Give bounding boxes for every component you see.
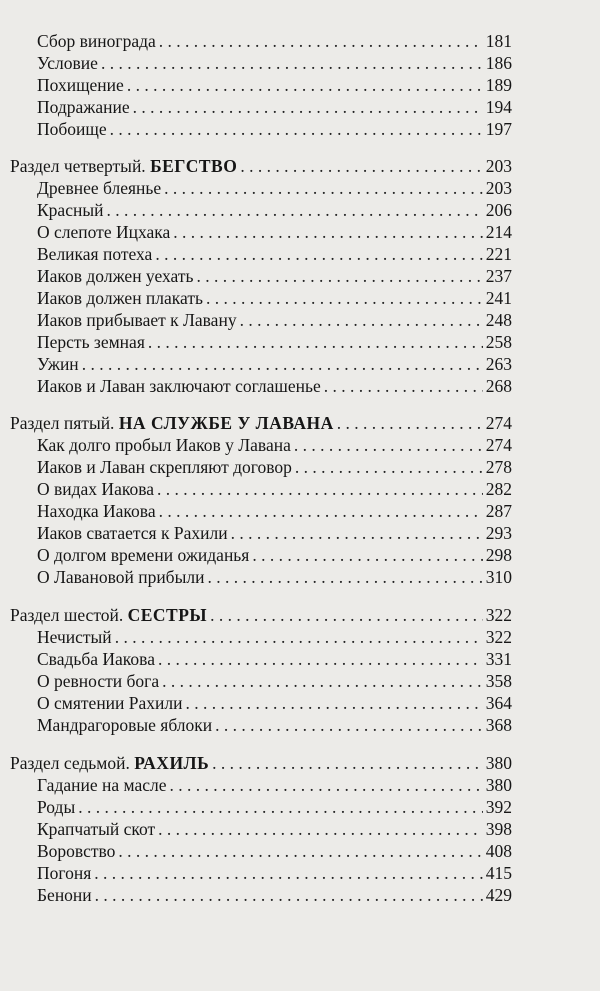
- toc-entry[interactable]: [37, 309, 512, 331]
- toc-entry-page: 214: [485, 222, 512, 242]
- toc-entry-title: О долгом времени ожиданья: [37, 545, 250, 565]
- section-prefix: Раздел пятый.: [10, 413, 115, 433]
- leader-dots: [155, 243, 482, 265]
- toc-entry-page: 310: [485, 567, 512, 587]
- toc-entry-title: Великая потеха: [37, 244, 153, 264]
- toc-entry-title: О смятении Рахили: [37, 693, 183, 713]
- leader-dots: [133, 96, 483, 118]
- toc-entry-page: 415: [485, 863, 512, 883]
- toc-entry-page: 186: [485, 53, 512, 73]
- toc-entry-title: Бенони: [37, 885, 92, 905]
- toc-entry[interactable]: [37, 243, 512, 265]
- leader-dots: [162, 670, 483, 692]
- toc-entry[interactable]: [37, 456, 512, 478]
- toc-entry-title: Иаков и Лаван заключают соглашенье: [37, 376, 321, 396]
- leader-dots: [164, 177, 483, 199]
- toc-entry[interactable]: [37, 648, 512, 670]
- leader-dots: [231, 522, 483, 544]
- toc-entry[interactable]: [37, 544, 512, 566]
- leader-dots: [240, 309, 483, 331]
- toc-entry[interactable]: [37, 353, 512, 375]
- leader-dots: [78, 796, 483, 818]
- toc-entry[interactable]: [37, 287, 512, 309]
- toc-entry[interactable]: [37, 714, 512, 736]
- leader-dots: [337, 412, 483, 434]
- section-heading[interactable]: [10, 604, 512, 626]
- leader-dots: [240, 155, 482, 177]
- toc-entry-page: 206: [485, 200, 512, 220]
- toc-entry-page: 392: [485, 797, 512, 817]
- toc-entry[interactable]: [37, 265, 512, 287]
- toc-entry-page: 398: [485, 819, 512, 839]
- leader-dots: [106, 199, 482, 221]
- toc-entry-page: 293: [485, 523, 512, 543]
- toc-entry[interactable]: [37, 500, 512, 522]
- toc-entry-title: Гадание на масле: [37, 775, 167, 795]
- section-page: 203: [485, 156, 512, 176]
- leader-dots: [101, 52, 483, 74]
- toc-entry[interactable]: [37, 74, 512, 96]
- toc-entry-page: 194: [485, 97, 512, 117]
- section-prefix: Раздел четвертый.: [10, 156, 146, 176]
- toc-entry-page: 181: [485, 31, 512, 51]
- toc-entry-title: О слепоте Ицхака: [37, 222, 171, 242]
- toc-entry-title: Иаков должен плакать: [37, 288, 203, 308]
- toc-entry-title: Иаков сватается к Рахили: [37, 523, 228, 543]
- toc-entry-page: 278: [485, 457, 512, 477]
- toc-entry-title: Нечистый: [37, 627, 112, 647]
- toc-entry-title: Как долго пробыл Иаков у Лавана: [37, 435, 291, 455]
- toc-entry[interactable]: [37, 626, 512, 648]
- section-page: 380: [485, 753, 512, 773]
- leader-dots: [212, 752, 483, 774]
- section-page: 274: [485, 413, 512, 433]
- toc-entry-page: 358: [485, 671, 512, 691]
- toc-entry[interactable]: [37, 566, 512, 588]
- toc-entry[interactable]: [37, 862, 512, 884]
- toc-entry[interactable]: [37, 478, 512, 500]
- toc-entry-page: 221: [485, 244, 512, 264]
- section-name: БЕГСТВО: [150, 156, 238, 176]
- toc-entry-title: О Лавановой прибыли: [37, 567, 205, 587]
- toc-entry-page: 263: [485, 354, 512, 374]
- toc-entry-title: О ревности бога: [37, 671, 160, 691]
- toc-entry-title: Иаков и Лаван скрепляют договор: [37, 457, 292, 477]
- leader-dots: [159, 500, 483, 522]
- toc-entry[interactable]: [37, 840, 512, 862]
- leader-dots: [295, 456, 483, 478]
- leader-dots: [186, 692, 483, 714]
- leader-dots: [324, 375, 483, 397]
- section-name: РАХИЛЬ: [134, 753, 210, 773]
- toc-entry[interactable]: [37, 522, 512, 544]
- toc-entry-page: 203: [485, 178, 512, 198]
- toc-entry-title: Подражание: [37, 97, 130, 117]
- leader-dots: [210, 604, 483, 626]
- leader-dots: [158, 648, 483, 670]
- leader-dots: [110, 118, 483, 140]
- leader-dots: [206, 287, 483, 309]
- toc-entry-page: 368: [485, 715, 512, 735]
- toc-entry[interactable]: [37, 199, 512, 221]
- toc-entry-page: 380: [485, 775, 512, 795]
- toc-entry[interactable]: [37, 818, 512, 840]
- leader-dots: [158, 818, 483, 840]
- toc-entry[interactable]: [37, 52, 512, 74]
- toc-entry[interactable]: [37, 375, 512, 397]
- toc-entry-page: 258: [485, 332, 512, 352]
- toc-entry-title: Ужин: [37, 354, 79, 374]
- section-prefix: Раздел седьмой.: [10, 753, 130, 773]
- toc-entry-page: 364: [485, 693, 512, 713]
- section-page: 322: [485, 605, 512, 625]
- toc-entry[interactable]: [37, 331, 512, 353]
- toc-entry-title: О видах Иакова: [37, 479, 155, 499]
- toc-entry-title: Красный: [37, 200, 104, 220]
- toc-entry[interactable]: [37, 692, 512, 714]
- toc-entry-title: Воровство: [37, 841, 116, 861]
- toc-entry-title: Роды: [37, 797, 76, 817]
- leader-dots: [82, 353, 483, 375]
- toc-entry[interactable]: [37, 774, 512, 796]
- section-heading[interactable]: [10, 752, 512, 774]
- section-name: НА СЛУЖБЕ У ЛАВАНА: [118, 413, 334, 433]
- leader-dots: [94, 862, 482, 884]
- section-name: СЕСТРЫ: [127, 605, 208, 625]
- section-prefix: Раздел шестой.: [10, 605, 124, 625]
- toc-entry-page: 241: [485, 288, 512, 308]
- leader-dots: [196, 265, 482, 287]
- toc-entry[interactable]: [37, 796, 512, 818]
- toc-entry[interactable]: [37, 221, 512, 243]
- toc-entry-page: 408: [485, 841, 512, 861]
- leader-dots: [115, 626, 483, 648]
- toc-entry-page: 274: [485, 435, 512, 455]
- toc-entry-title: Похищение: [37, 75, 124, 95]
- leader-dots: [95, 884, 483, 906]
- toc-entry-page: 287: [485, 501, 512, 521]
- toc-entry-page: 197: [485, 119, 512, 139]
- toc-entry-page: 429: [485, 885, 512, 905]
- toc-entry-title: Свадьба Иакова: [37, 649, 155, 669]
- leader-dots: [118, 840, 482, 862]
- toc-entry[interactable]: [37, 118, 512, 140]
- leader-dots: [127, 74, 483, 96]
- leader-dots: [157, 478, 483, 500]
- leader-dots: [294, 434, 483, 456]
- section-heading[interactable]: [10, 155, 512, 177]
- toc-entry-page: 248: [485, 310, 512, 330]
- leader-dots: [148, 331, 483, 353]
- toc-entry-page: 268: [485, 376, 512, 396]
- toc-entry-title: Древнее блеянье: [37, 178, 162, 198]
- toc-entry-title: Персть земная: [37, 332, 145, 352]
- toc-entry-title: Мандрагоровые яблоки: [37, 715, 213, 735]
- leader-dots: [207, 566, 482, 588]
- toc-entry[interactable]: [37, 30, 512, 52]
- toc-entry-page: 237: [485, 266, 512, 286]
- toc-entry-title: Иаков должен уехать: [37, 266, 194, 286]
- toc-entry[interactable]: [37, 670, 512, 692]
- toc-entry-page: 282: [485, 479, 512, 499]
- toc-entry-title: Погоня: [37, 863, 92, 883]
- toc-entry-page: 331: [485, 649, 512, 669]
- toc-entry[interactable]: [37, 434, 512, 456]
- toc-entry-title: Крапчатый скот: [37, 819, 156, 839]
- toc-entry[interactable]: [37, 177, 512, 199]
- toc-entry[interactable]: [37, 96, 512, 118]
- leader-dots: [252, 544, 482, 566]
- toc-entry-title: Побоище: [37, 119, 107, 139]
- toc-entry-page: 322: [485, 627, 512, 647]
- toc-entry-title: Находка Иакова: [37, 501, 156, 521]
- leader-dots: [159, 30, 483, 52]
- leader-dots: [173, 221, 483, 243]
- toc-entry-title: Сбор винограда: [37, 31, 156, 51]
- toc-entry-page: 189: [485, 75, 512, 95]
- toc-entry-page: 298: [485, 545, 512, 565]
- toc-entry-title: Условие: [37, 53, 98, 73]
- leader-dots: [170, 774, 483, 796]
- leader-dots: [215, 714, 483, 736]
- toc-entry[interactable]: [37, 884, 512, 906]
- section-heading[interactable]: [10, 412, 512, 434]
- toc-entry-title: Иаков прибывает к Лавану: [37, 310, 237, 330]
